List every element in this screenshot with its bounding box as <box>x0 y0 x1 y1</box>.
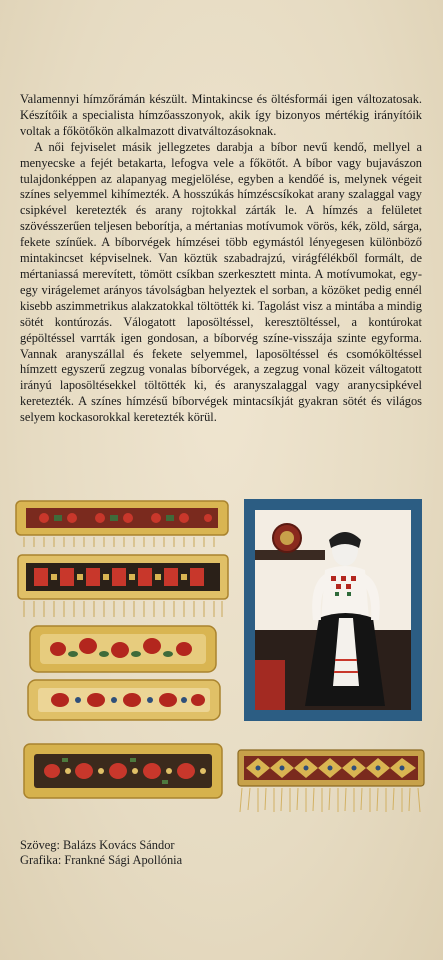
credit-graphics-row <box>20 853 182 868</box>
paragraph-1: Valamennyi hímzőrámán készült. Mintakincse és öltésformái igen változatosak. Készítőik a specialista hímzőasszonyok, akik így bizonyos mértékig irányítóik voltak a főkötőkön alkalmazott divatváltozásoknak. <box>20 92 422 138</box>
embroidery-strip-2-image <box>16 553 230 619</box>
credits <box>20 838 182 868</box>
credit-text-label: Szöveg: <box>20 838 60 852</box>
credit-graphics-label: Grafika: <box>20 853 62 867</box>
body-text <box>20 92 422 426</box>
embroidery-strip-5-image <box>22 742 224 802</box>
embroidery-strip-1-image <box>14 497 230 549</box>
costume-figure-image <box>255 510 411 710</box>
credit-graphics-author: Frankné Sági Apollónia <box>64 853 183 867</box>
embroidery-strip-3-image <box>28 624 218 674</box>
credit-text-row <box>20 838 182 853</box>
paragraph-2: A női fejviselet másik jellegzetes darabja a bíbor nevű kendő, mellyel a menyecske a fejét betakarta, lefogva vele a főkötőt. A bíbor vagy bujavászon tulajdonképpen az alapanyag megjelölése, egyben a kendőé is, melynek végeit színes selyemmel kihímezték. A hosszúkás hímzéscsíkokat arany szalaggal vagy csipkével keretezték és arany rojtokkal zárták le. A hímzés a felületet szövésszerűen teljesen beborítja, a mértanias motívumok vörös, kék, zöld, sárga, fekete színűek. A bíborvégek hímzései több egymástól lényegesen különböző mintakincset képviselnek. Van köztük szabadrajzú, virágfélékből formált, de mértaniassá merevített, tömött csíkban szerkesztett minta. A motívumokat, egy-egy virágelemet arányos távolságban helyeztek el sorban, a közöket pedig ennél kisebb aszimmetrikus alakzatokkal töltötték ki. Tagolást visz a mintába a mindig sötét kontúrozás. Válogatott laposöltéssel, keresztöltéssel, a kontúrokat gépöltéssel varrták igen gondosan, a bíborvég színe-visszája szinte egyforma. Vannak aranyszállal és fekete selyemmel, laposöltéssel és csomóköltéssel hímzett egyszerű zegzug vonalas bíborvégek, a zegzug vonal közeit váltogatott irányú laposöltésekkel töltötték ki, és aranyszalaggal vagy aranycsipkével keretezték. A színes hímzésű bíborvégek mintacsíkját gyakran sötét és világos selyem kockasorokkal keretezték körül. <box>20 139 422 425</box>
embroidery-strip-4-image <box>26 678 222 724</box>
embroidery-strip-6-image <box>236 748 426 814</box>
costume-photo-frame <box>244 499 422 721</box>
costume-photo <box>255 510 411 710</box>
credit-text-author: Balázs Kovács Sándor <box>63 838 175 852</box>
